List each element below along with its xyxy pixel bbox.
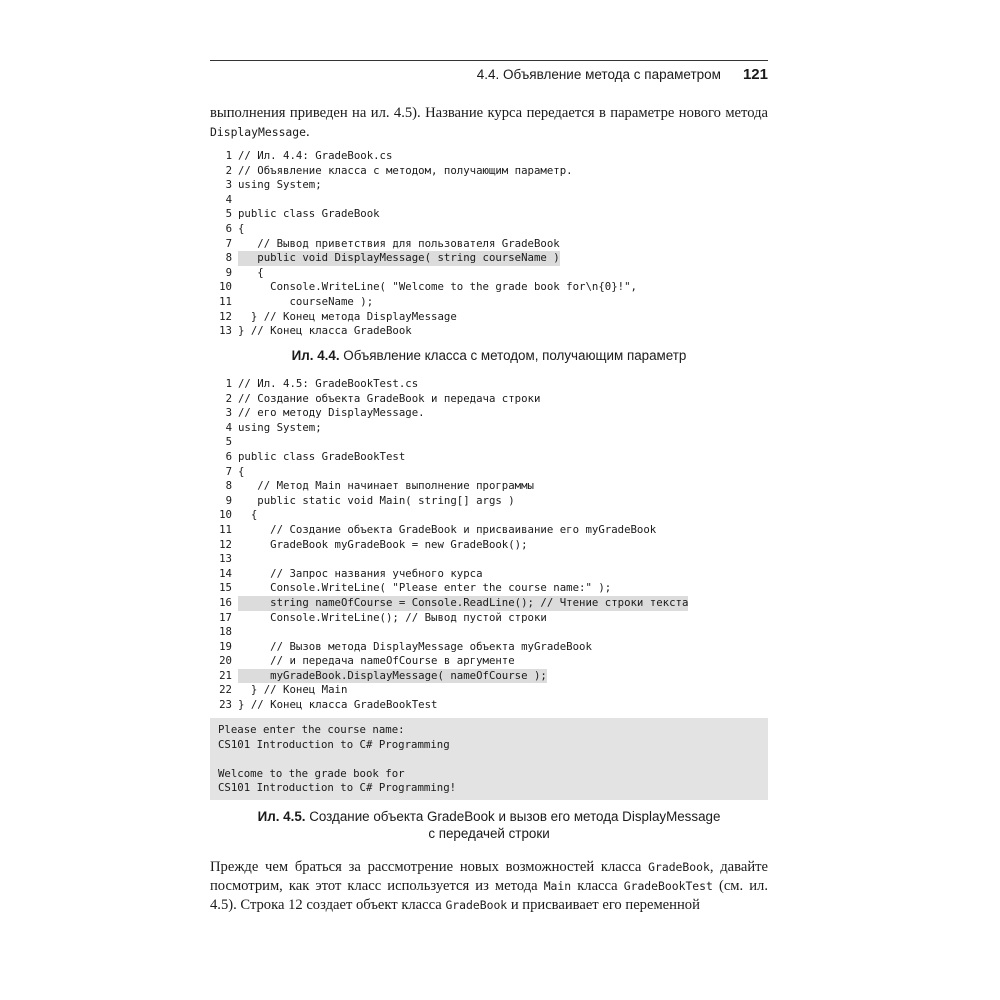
- code-text: {: [238, 265, 264, 279]
- code-text: } // Конец метода DisplayMessage: [238, 309, 457, 323]
- line-number: 11: [219, 294, 232, 308]
- code-line: [210, 683, 768, 698]
- text-run: Прежде чем браться за рассмотрение новых возможностей класса: [210, 859, 649, 875]
- header-rule: [210, 60, 768, 61]
- code-text: // Ил. 4.5: GradeBookTest.cs: [238, 377, 419, 390]
- code-text: public static void Main( string[] args ): [238, 493, 515, 507]
- code-text: } // Конец Main: [238, 683, 348, 697]
- code-text: // и передача nameOfCourse в аргументе: [238, 654, 515, 668]
- code-line: [210, 567, 768, 582]
- output-line: Welcome to the grade book for: [218, 766, 405, 780]
- text-run: и присваивает его переменной: [507, 897, 700, 913]
- code-line: [210, 523, 768, 538]
- caption-text: Создание объекта GradeBook и вызов его метода DisplayMessage: [305, 809, 721, 824]
- line-number: 18: [219, 625, 232, 639]
- text-run: класса: [571, 878, 624, 894]
- line-number: 12: [219, 309, 232, 323]
- line-number: 17: [219, 610, 232, 624]
- code-text: Console.WriteLine( "Welcome to the grade book for\n{0}!",: [238, 280, 637, 294]
- line-number: 6: [225, 449, 232, 463]
- caption-line: с передачей строки: [428, 826, 550, 841]
- code-text: GradeBook myGradeBook = new GradeBook();: [238, 537, 528, 551]
- figure-caption-4-5: [210, 808, 768, 842]
- running-head: [477, 64, 768, 86]
- code-line: [210, 392, 768, 407]
- code-text: using System;: [238, 178, 322, 192]
- code-line: [210, 538, 768, 553]
- figure-caption-4-4: [210, 347, 768, 364]
- code-line: [210, 479, 768, 494]
- line-number: 19: [219, 639, 232, 653]
- line-number: 1: [225, 377, 232, 390]
- output-line: [210, 752, 768, 767]
- text-run: , давайте посмотрим, как этот класс используется из метода: [210, 859, 768, 894]
- line-number: 6: [225, 221, 232, 235]
- code-text: public class GradeBookTest: [238, 449, 406, 463]
- code-line: [210, 406, 768, 421]
- inline-code: GradeBook: [445, 898, 508, 912]
- code-line: [210, 251, 768, 266]
- line-number: 8: [225, 251, 232, 265]
- caption-line: [210, 808, 768, 825]
- code-text: // Создание объекта GradeBook и передача строки: [238, 391, 541, 405]
- line-number: 22: [219, 683, 232, 697]
- caption-label: Ил. 4.4.: [291, 348, 340, 363]
- line-number: 3: [225, 406, 232, 420]
- code-line: [210, 508, 768, 523]
- line-number: 5: [225, 207, 232, 221]
- code-text: // Метод Main начинает выполнение программы: [238, 479, 534, 493]
- code-line: [210, 581, 768, 596]
- code-text: // Запрос названия учебного курса: [238, 566, 483, 580]
- code-listing-4-4: [210, 149, 768, 339]
- text-run: .: [306, 124, 310, 140]
- output-line: Please enter the course name:: [218, 723, 405, 736]
- code-line: [210, 596, 768, 611]
- code-line: [210, 625, 768, 640]
- caption-text: Объявление класса с методом, получающим параметр: [339, 348, 687, 363]
- code-line: [210, 552, 768, 567]
- line-number: 8: [225, 479, 232, 493]
- line-number: 5: [225, 435, 232, 449]
- code-line: [210, 237, 768, 252]
- line-number: 12: [219, 537, 232, 551]
- text-run: выполнения приведен на ил. 4.5). Название курса передается в параметре нового метода: [210, 105, 768, 121]
- line-number: 10: [219, 508, 232, 522]
- code-line: [210, 698, 768, 713]
- highlighted-code-text: myGradeBook.DisplayMessage( nameOfCourse );: [238, 668, 547, 682]
- code-line: [210, 149, 768, 164]
- code-line: [210, 435, 768, 450]
- line-number: 15: [219, 581, 232, 595]
- code-line: [210, 310, 768, 325]
- code-text: courseName );: [238, 294, 374, 308]
- line-number: 20: [219, 654, 232, 668]
- line-number: 4: [225, 192, 232, 206]
- code-line: [210, 669, 768, 684]
- line-number: 13: [219, 324, 232, 338]
- line-number: 9: [225, 265, 232, 279]
- code-text: // Вызов метода DisplayMessage объекта myGradeBook: [238, 639, 592, 653]
- line-number: 7: [225, 236, 232, 250]
- inline-code: Main: [543, 879, 572, 893]
- code-line: [210, 324, 768, 339]
- line-number: 1: [225, 149, 232, 162]
- code-line: [210, 295, 768, 310]
- line-number: 9: [225, 493, 232, 507]
- code-listing-4-5: [210, 377, 768, 713]
- code-line: [210, 280, 768, 295]
- code-line: [210, 222, 768, 237]
- line-number: 2: [225, 391, 232, 405]
- line-number: 3: [225, 178, 232, 192]
- inline-code: DisplayMessage: [210, 125, 307, 139]
- code-text: // Объявление класса с методом, получающим параметр.: [238, 163, 573, 177]
- code-line: [210, 494, 768, 509]
- code-line: [210, 207, 768, 222]
- line-number: 23: [219, 698, 232, 712]
- caption-label: Ил. 4.5.: [257, 809, 306, 824]
- code-text: {: [238, 464, 245, 478]
- code-line: [210, 377, 768, 392]
- code-text: // Ил. 4.4: GradeBook.cs: [238, 149, 393, 162]
- line-number: 10: [219, 280, 232, 294]
- inline-code: GradeBookTest: [623, 879, 713, 893]
- line-number: 13: [219, 552, 232, 566]
- code-line: [210, 450, 768, 465]
- line-number: 4: [225, 420, 232, 434]
- code-line: [210, 193, 768, 208]
- code-text: } // Конец класса GradeBookTest: [238, 698, 438, 712]
- code-text: // его методу DisplayMessage.: [238, 406, 425, 420]
- code-text: public class GradeBook: [238, 207, 380, 221]
- line-number: 16: [219, 595, 232, 609]
- highlighted-code-text: string nameOfCourse = Console.ReadLine(); // Чтение строки текста: [238, 595, 689, 609]
- code-line: [210, 654, 768, 669]
- code-text: using System;: [238, 420, 322, 434]
- highlighted-code-text: public void DisplayMessage( string courseName ): [238, 251, 560, 265]
- output-line: CS101 Introduction to C# Programming!: [218, 781, 457, 795]
- code-text: {: [238, 508, 258, 522]
- page-number: 121: [742, 66, 768, 83]
- code-line: [210, 164, 768, 179]
- code-text: {: [238, 221, 245, 235]
- code-line: [210, 421, 768, 436]
- code-line: [210, 611, 768, 626]
- line-number: 14: [219, 566, 232, 580]
- code-text: // Создание объекта GradeBook и присваивание его myGradeBook: [238, 522, 657, 536]
- code-text: Console.WriteLine(); // Вывод пустой строки: [238, 610, 547, 624]
- inline-code: GradeBook: [648, 860, 710, 874]
- code-line: [210, 465, 768, 480]
- program-output: [210, 718, 768, 800]
- line-number: 11: [219, 522, 232, 536]
- code-line: [210, 640, 768, 655]
- code-line: [210, 178, 768, 193]
- line-number: 21: [219, 668, 232, 682]
- output-line: CS101 Introduction to C# Programming: [218, 737, 450, 751]
- text-run: (см. ил. 4.5). Строка 12 создает объект класса: [210, 878, 768, 913]
- closing-paragraph: [210, 858, 768, 915]
- line-number: 2: [225, 163, 232, 177]
- code-text: // Вывод приветствия для пользователя GradeBook: [238, 236, 560, 250]
- code-text: Console.WriteLine( "Please enter the course name:" );: [238, 581, 612, 595]
- intro-paragraph: [210, 104, 768, 142]
- code-text: } // Конец класса GradeBook: [238, 324, 412, 338]
- book-page: [210, 0, 768, 1000]
- section-title: 4.4. Объявление метода с параметром: [476, 67, 721, 82]
- line-number: 7: [225, 464, 232, 478]
- code-line: [210, 266, 768, 281]
